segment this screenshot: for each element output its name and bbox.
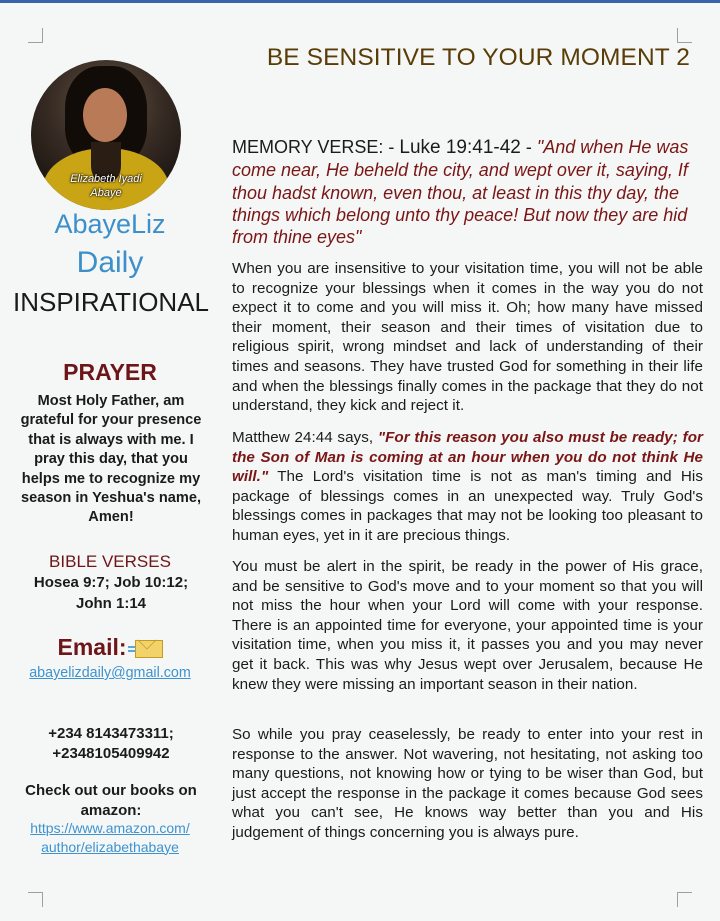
books-link[interactable] xyxy=(12,819,208,856)
page-title: BE SENSITIVE TO YOUR MOMENT 2 xyxy=(266,44,690,71)
brand-daily: Daily xyxy=(76,246,144,279)
memory-verse-reference: Luke 19:41-42 xyxy=(399,137,521,158)
paragraph-4: So while you pray ceaselessly, be ready to enter into your rest in response to the answer. Not wavering, not hesitating, not asking too many questions, not knowing how or tying to be wiser than God, but just accept the response in the package it comes because God sees what you can't see, He knows way better than you and His judgement of things concerning you is always pure. xyxy=(232,726,703,841)
phone-1: +234 8143473311; xyxy=(48,725,174,742)
prayer-text: Most Holy Father, am grateful for your presence that is always with me. I pray this day, that you helps me to recognize my season in Yeshua's name, Amen! xyxy=(20,393,202,526)
brand-name: AbayeLiz xyxy=(54,209,166,239)
envelope-icon xyxy=(135,640,163,658)
paragraph-2-quote: "For this reason you also must be ready; for the Son of Man is coming at an hour when you do not think He will." xyxy=(232,429,703,486)
crop-mark-bottom-left xyxy=(28,892,43,907)
paragraph-2-rest: The Lord's visitation time is not as man's timing and His package of blessings comes in an unexpected way. Truly God's blessings comes in packages that may not be looking too pleasant to human eyes, yet in it are precious things. xyxy=(232,468,703,544)
paragraph-1: When you are insensitive to your visitation time, you will not be able to recognize your blessings when it comes in the way you do not expect it to come and you will miss it. Oh; how many have missed their moment, their season and their times of visitation due to religious spirit, wrong mindset and lack of understanding of their times and seasons. They have trusted God for something in their life and when the blessings finally comes in the package that they do not understand, they kick and reject it. xyxy=(232,260,703,415)
email-link[interactable]: abayelizdaily@gmail.com xyxy=(29,665,191,681)
memory-verse-separator: - xyxy=(520,137,537,157)
avatar-face xyxy=(83,88,127,142)
email-heading-label: Email: xyxy=(57,634,127,660)
memory-verse-label: MEMORY VERSE: - xyxy=(232,137,400,157)
phone-numbers xyxy=(16,724,206,764)
crop-mark-top-left xyxy=(28,28,43,43)
phone-2: +2348105409942 xyxy=(52,745,170,762)
bible-verses-text: Hosea 9:7; Job 10:12; John 1:14 xyxy=(33,574,189,612)
bible-verses-heading: BIBLE VERSES xyxy=(49,552,171,571)
paragraph-3: You must be alert in the spirit, be ready in the power of His grace, and be sensitive to God's move and to your moment so that you will not miss the hour when your Lord will come with your response. There is an appointed time for everyone, your appointed time is your visitation time, when you miss it, it passes you and you may never get it back. This was why Jesus wept over Jerusalem, because He knew they were missing an important season in their nation. xyxy=(232,558,703,693)
avatar-caption-line2: Abaye xyxy=(90,187,122,199)
crop-mark-top-right xyxy=(677,28,692,43)
books-link-line1[interactable]: https://www.amazon.com/ xyxy=(30,820,190,836)
memory-verse-quote: "And when He was come near, He beheld the city, and wept over it, saying, If thou hadst known, even thou, at least in this thy day, the things which belong unto thy peace! But now they are hid from thine eyes" xyxy=(232,137,689,248)
paragraph-2-intro: Matthew 24:44 says, xyxy=(232,429,378,446)
top-rule xyxy=(0,0,720,3)
author-avatar xyxy=(31,60,181,210)
brand-inspirational: INSPIRATIONAL xyxy=(13,287,210,317)
books-link-line2[interactable]: author/elizabethabaye xyxy=(41,838,179,855)
crop-mark-bottom-right xyxy=(677,892,692,907)
books-heading: Check out our books on amazon: xyxy=(25,782,197,819)
email-heading xyxy=(20,634,200,661)
avatar-caption-line1: Elizabeth Iyadi xyxy=(70,173,142,185)
memory-verse xyxy=(232,136,703,248)
prayer-heading: PRAYER xyxy=(63,359,157,385)
paragraph-2 xyxy=(232,428,703,546)
avatar-caption xyxy=(31,172,181,200)
